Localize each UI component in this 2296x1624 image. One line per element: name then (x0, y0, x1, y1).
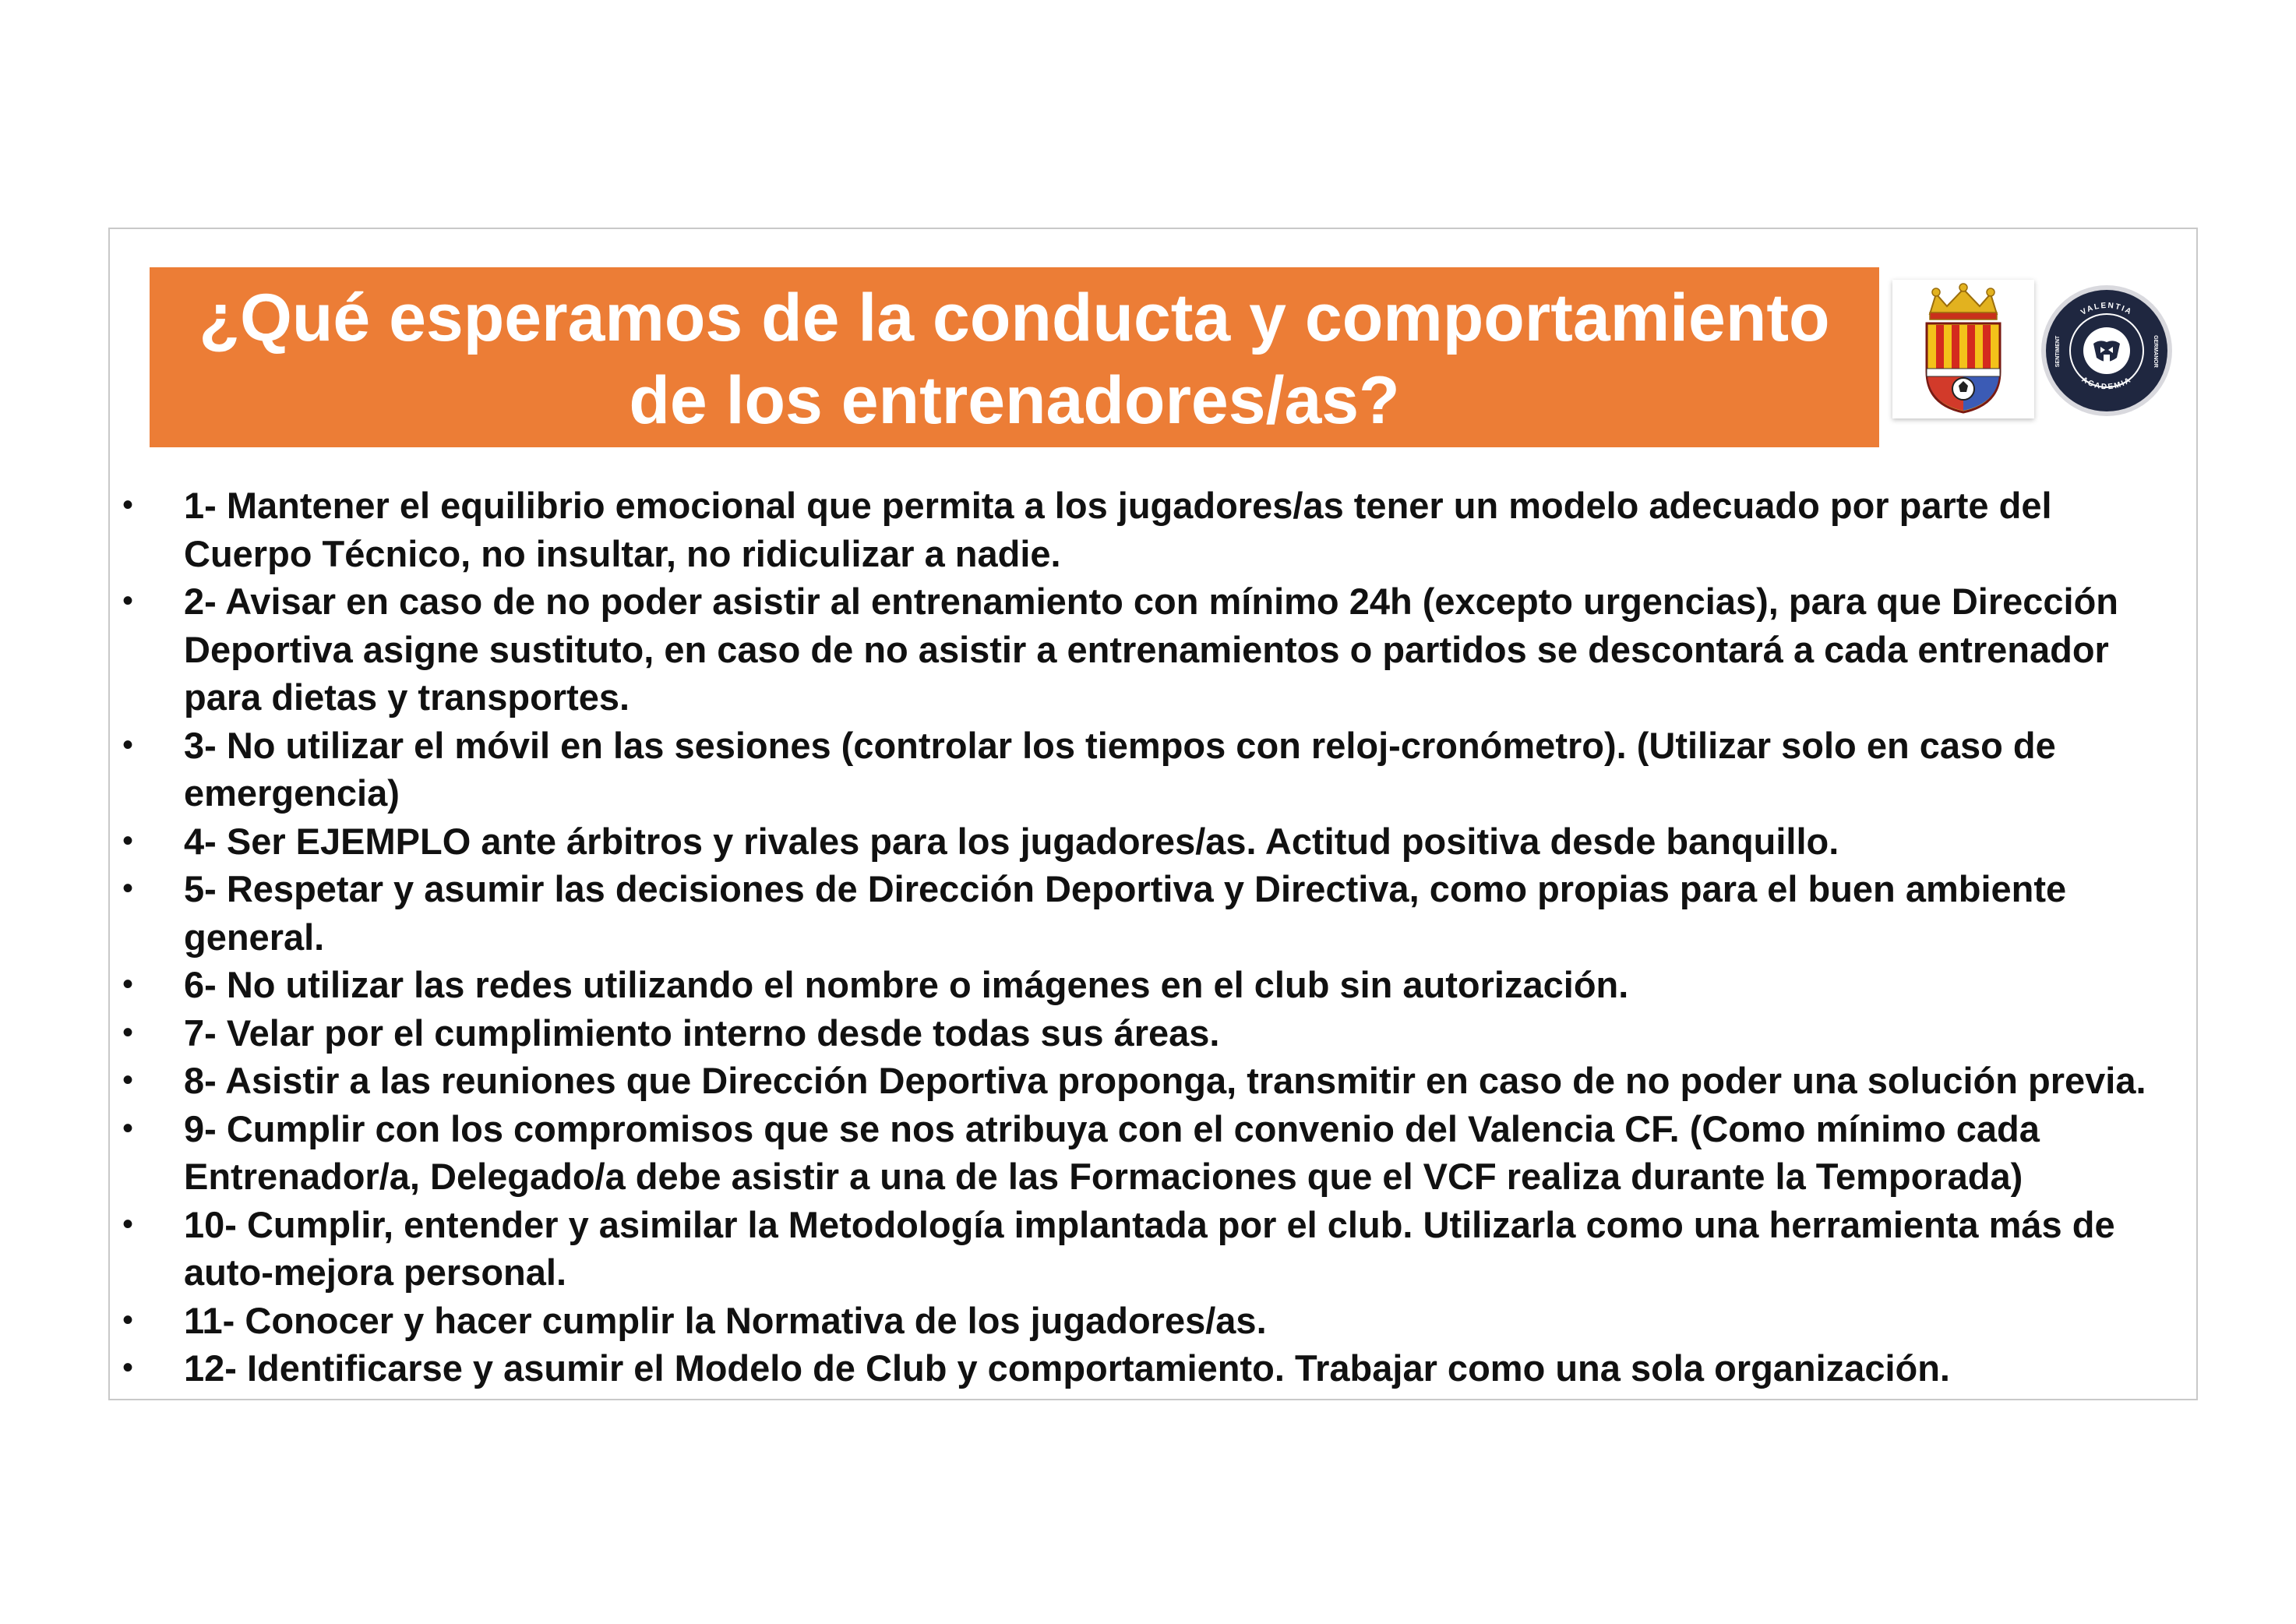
bullet-icon: • (122, 1015, 134, 1050)
rule-text-9: 9- Cumplir con los compromisos que se nos atribuya con el convenio del Valencia CF. (Como mínimo cada Entrenador/a, Delegado/a debe asistir a una de las Formaciones que el VCF realiza durante la Temporada) (184, 1107, 2040, 1197)
rule-text-10: 10- Cumplir, entender y asimilar la Metodología implantada por el club. Utilizarla como una herramienta más de auto-mejora personal. (184, 1203, 2115, 1293)
rule-text-7: 7- Velar por el cumplimiento interno desde todas sus áreas. (184, 1011, 1220, 1054)
svg-text:GERMANOR: GERMANOR (2153, 335, 2158, 368)
rule-text-4: 4- Ser EJEMPLO ante árbitros y rivales para los jugadores/as. Actitud positiva desde banquillo. (184, 820, 1839, 862)
bullet-icon: • (122, 488, 134, 522)
bullet-icon: • (122, 1350, 134, 1385)
rule-item-8 (110, 1057, 2198, 1105)
rule-text-1: 1- Mantener el equilibrio emocional que permita a los jugadores/as tener un modelo adecuado por parte del Cuerpo Técnico, no insultar, no ridiculizar a nadie. (184, 485, 2052, 574)
rule-text-12: 12- Identificarse y asumir el Modelo de Club y comportamiento. Trabajar como una sola organización. (184, 1347, 1950, 1389)
bullet-icon: • (122, 1206, 134, 1241)
rule-text-3: 3- No utilizar el móvil en las sesiones (controlar los tiempos con reloj-cronómetro). (Utilizar solo en caso de emergencia) (184, 724, 2056, 814)
town-crest-logo (1892, 280, 2034, 418)
rule-item-10 (110, 1201, 2198, 1297)
academy-bat-emblem-icon (2039, 283, 2174, 418)
rule-item-9 (110, 1105, 2198, 1201)
rule-item-3 (110, 722, 2198, 817)
rule-text-2: 2- Avisar en caso de no poder asistir al entrenamiento con mínimo 24h (excepto urgencias), para que Dirección Deportiva asigne sustituto, en caso de no asistir a entrenamientos o partidos se descontará a cada entrenador para dietas y transportes. (184, 581, 2119, 718)
academy-badge-logo (2039, 283, 2174, 418)
rule-item-4 (110, 817, 2198, 866)
rules-list (110, 482, 2198, 1393)
title-banner (150, 267, 1879, 447)
rule-item-1 (110, 482, 2198, 577)
rule-item-11 (110, 1297, 2198, 1345)
svg-text:ACADEMIA: ACADEMIA (2079, 375, 2134, 392)
rule-text-11: 11- Conocer y hacer cumplir la Normativa de los jugadores/as. (184, 1299, 1267, 1341)
crest-shield-icon (1892, 280, 2034, 418)
rule-item-7 (110, 1009, 2198, 1057)
bullet-icon: • (122, 967, 134, 1001)
bullet-icon: • (122, 1110, 134, 1146)
title-line-1: ¿Qué esperamos de la conducta y comportamiento (199, 281, 1830, 355)
slide (108, 228, 2198, 1400)
bullet-icon: • (122, 823, 134, 858)
svg-text:SENTIMENT: SENTIMENT (2055, 335, 2061, 368)
bullet-icon: • (122, 727, 134, 762)
bullet-icon: • (122, 584, 134, 618)
rule-item-5 (110, 865, 2198, 961)
bullet-icon: • (122, 1302, 134, 1337)
rule-text-6: 6- No utilizar las redes utilizando el nombre o imágenes en el club sin autorización. (184, 964, 1629, 1005)
rule-text-8: 8- Asistir a las reuniones que Dirección Deportiva proponga, transmitir en caso de no poder una solución previa. (184, 1060, 2146, 1101)
rule-item-6 (110, 961, 2198, 1009)
svg-text:VALENTIA: VALENTIA (2079, 301, 2134, 317)
rule-item-12 (110, 1344, 2198, 1393)
title-line-2: de los entrenadores/as? (629, 363, 1400, 438)
rule-item-2 (110, 577, 2198, 722)
bullet-icon: • (122, 871, 134, 906)
bullet-icon: • (122, 1063, 134, 1097)
rule-text-5: 5- Respetar y asumir las decisiones de Dirección Deportiva y Directiva, como propias para el buen ambiente general. (184, 868, 2067, 958)
